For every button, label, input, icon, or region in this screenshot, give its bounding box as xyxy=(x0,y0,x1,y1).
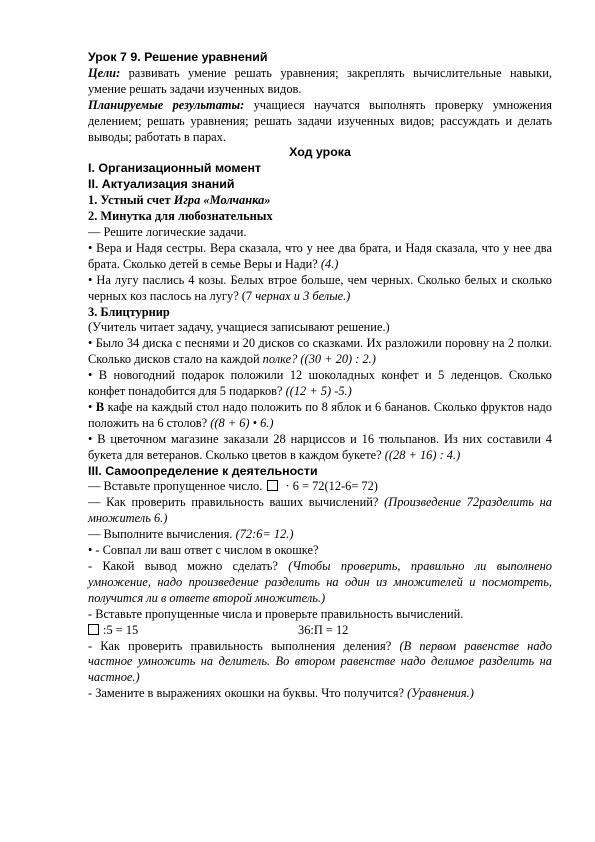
blitz-task-4-text: • В цветочном магазине заказали 28 нарциссов и 16 тюльпанов. Из них составили 4 букета для ветеранов. Сколько цветов в каждом букете? xyxy=(88,431,552,462)
missing-number-expr: · 6 = 72(12-6= 72) xyxy=(282,479,378,494)
blitz-task-2-text: • В новогодний подарок положили 12 шоколадных конфет и 5 леденцов. Сколько конфет понадобится для 5 подарков? xyxy=(88,368,552,399)
section-3-heading: III. Самоопределение к деятельности xyxy=(88,463,318,478)
curious-minute-title: 2. Минутка для любознательных xyxy=(88,209,273,224)
check-question xyxy=(88,495,552,527)
blitz-task-3-bullet: • xyxy=(88,399,96,414)
game-name: Игра «Молчанка» xyxy=(173,193,271,208)
course-heading: Ход урока xyxy=(289,145,351,160)
division-check-answer: (В первом равенстве надо частное умножить на делитель. Во втором равенстве надо делимое разделить на частное.) xyxy=(88,638,552,685)
logic-task-2-text: • На лугу паслись 4 козы. Белых втрое больше, чем черных. Сколько белых и сколько черных коз паслось на лугу? (7 xyxy=(88,272,552,303)
match-question: • - Совпал ли ваш ответ с числом в окошке? xyxy=(88,543,319,558)
equations-row xyxy=(88,623,552,639)
logic-task-1 xyxy=(88,241,552,273)
blitz-task-3-text: кафе на каждый стол надо положить по 8 яблок и 6 бананов. Сколько фруктов надо положить на 6 столов? xyxy=(88,399,553,430)
section-2-heading: II. Актуализация знаний xyxy=(88,177,235,192)
lesson-document xyxy=(88,50,552,702)
oral-count-line xyxy=(88,193,552,209)
empty-box-icon xyxy=(88,624,99,635)
blitz-heading xyxy=(88,305,552,321)
blitz-task-4-answer: ((28 + 16) : 4.) xyxy=(384,447,461,462)
curious-minute-intro: — Решите логические задачи. xyxy=(88,224,247,239)
conclusion-question xyxy=(88,559,552,607)
conclusion-question-text: - Какой вывод можно сделать? xyxy=(88,559,289,573)
results-label: Планируемые результаты: xyxy=(88,97,245,112)
missing-number-task xyxy=(88,479,552,495)
blitz-intro: (Учитель читает задачу, учащиеся записывают решение.) xyxy=(88,320,390,335)
logic-task-2-answer: чернах и 3 белые.) xyxy=(255,288,351,303)
blitz-task-1-text: • Было 34 диска с песнями и 20 дисков со сказками. Их разложили поровну на 2 полки. Сколько дисков стало на каждой xyxy=(88,336,552,367)
division-check-text: - Как проверить правильность выполнения деления? xyxy=(88,638,400,653)
results-paragraph xyxy=(88,98,552,146)
division-check-question xyxy=(88,639,552,687)
insert-numbers-task: - Вставьте пропущенные числа и проверьте правильность вычислений. xyxy=(88,606,464,621)
goals-paragraph xyxy=(88,66,552,98)
replace-boxes-text: - Замените в выражениях окошки на буквы. Что получится? xyxy=(88,686,408,701)
replace-boxes-task xyxy=(88,686,552,702)
logic-task-1-answer: (4.) xyxy=(320,256,339,271)
logic-task-2 xyxy=(88,273,552,305)
goals-label: Цели: xyxy=(88,65,121,80)
blitz-task-1 xyxy=(88,336,552,368)
logic-task-1-text: • Вера и Надя сестры. Вера сказала, что у нее два брата, и Надя сказала, что у нее два брата. Сколько детей в семье Веры и Нади? xyxy=(88,240,552,271)
equation-left-text: :5 = 15 xyxy=(103,622,139,637)
blitz-title: 3. Блицтурнир xyxy=(88,304,170,319)
blitz-task-2 xyxy=(88,368,552,400)
compute-task xyxy=(88,527,552,543)
lesson-title: Урок 7 9. Решение уравнений xyxy=(88,50,268,64)
check-question-answer: (Произведение 72разделить на множитель 6.) xyxy=(88,495,553,526)
blitz-task-2-answer: ((12 + 5) -5.) xyxy=(285,384,352,399)
blitz-task-3 xyxy=(88,400,552,432)
section-1-heading: I. Организационный момент xyxy=(88,161,262,176)
check-question-text: — Как проверить правильность ваших вычислений? xyxy=(88,495,385,510)
replace-boxes-answer: (Уравнения.) xyxy=(407,686,474,701)
missing-number-text: — Вставьте пропущенное число. xyxy=(88,479,263,494)
goals-text: развивать умение решать уравнения; закреплять вычислительные навыки, умение решать задачи изученных видов. xyxy=(88,65,552,96)
blitz-task-1-answer: полке? ((30 + 20) : 2.) xyxy=(262,352,376,367)
blitz-task-3-bold: В xyxy=(95,399,105,414)
compute-task-text: — Выполните вычисления. xyxy=(88,527,236,542)
equation-right: 36:П = 12 xyxy=(298,622,349,637)
results-text: учащиеся научатся выполнять проверку умножения делением; решать уравнения; решать задачи изученных видов; рассуждать и делать выводы; работать в парах. xyxy=(88,97,552,144)
equation-left xyxy=(88,623,298,639)
oral-count-label: 1. Устный счет xyxy=(88,193,174,208)
blitz-task-4 xyxy=(88,432,552,464)
empty-box-icon xyxy=(267,480,278,491)
compute-task-answer: (72:6= 12.) xyxy=(235,527,294,542)
blitz-task-3-answer: ((8 + 6) • 6.) xyxy=(210,415,274,430)
curious-minute-heading xyxy=(88,209,552,225)
conclusion-question-answer: (Чтобы проверить, правильно ли выполнено умножение, надо произведение разделить на один из множителей и посмотреть, получится ли в ответе второй множитель.) xyxy=(88,559,552,605)
